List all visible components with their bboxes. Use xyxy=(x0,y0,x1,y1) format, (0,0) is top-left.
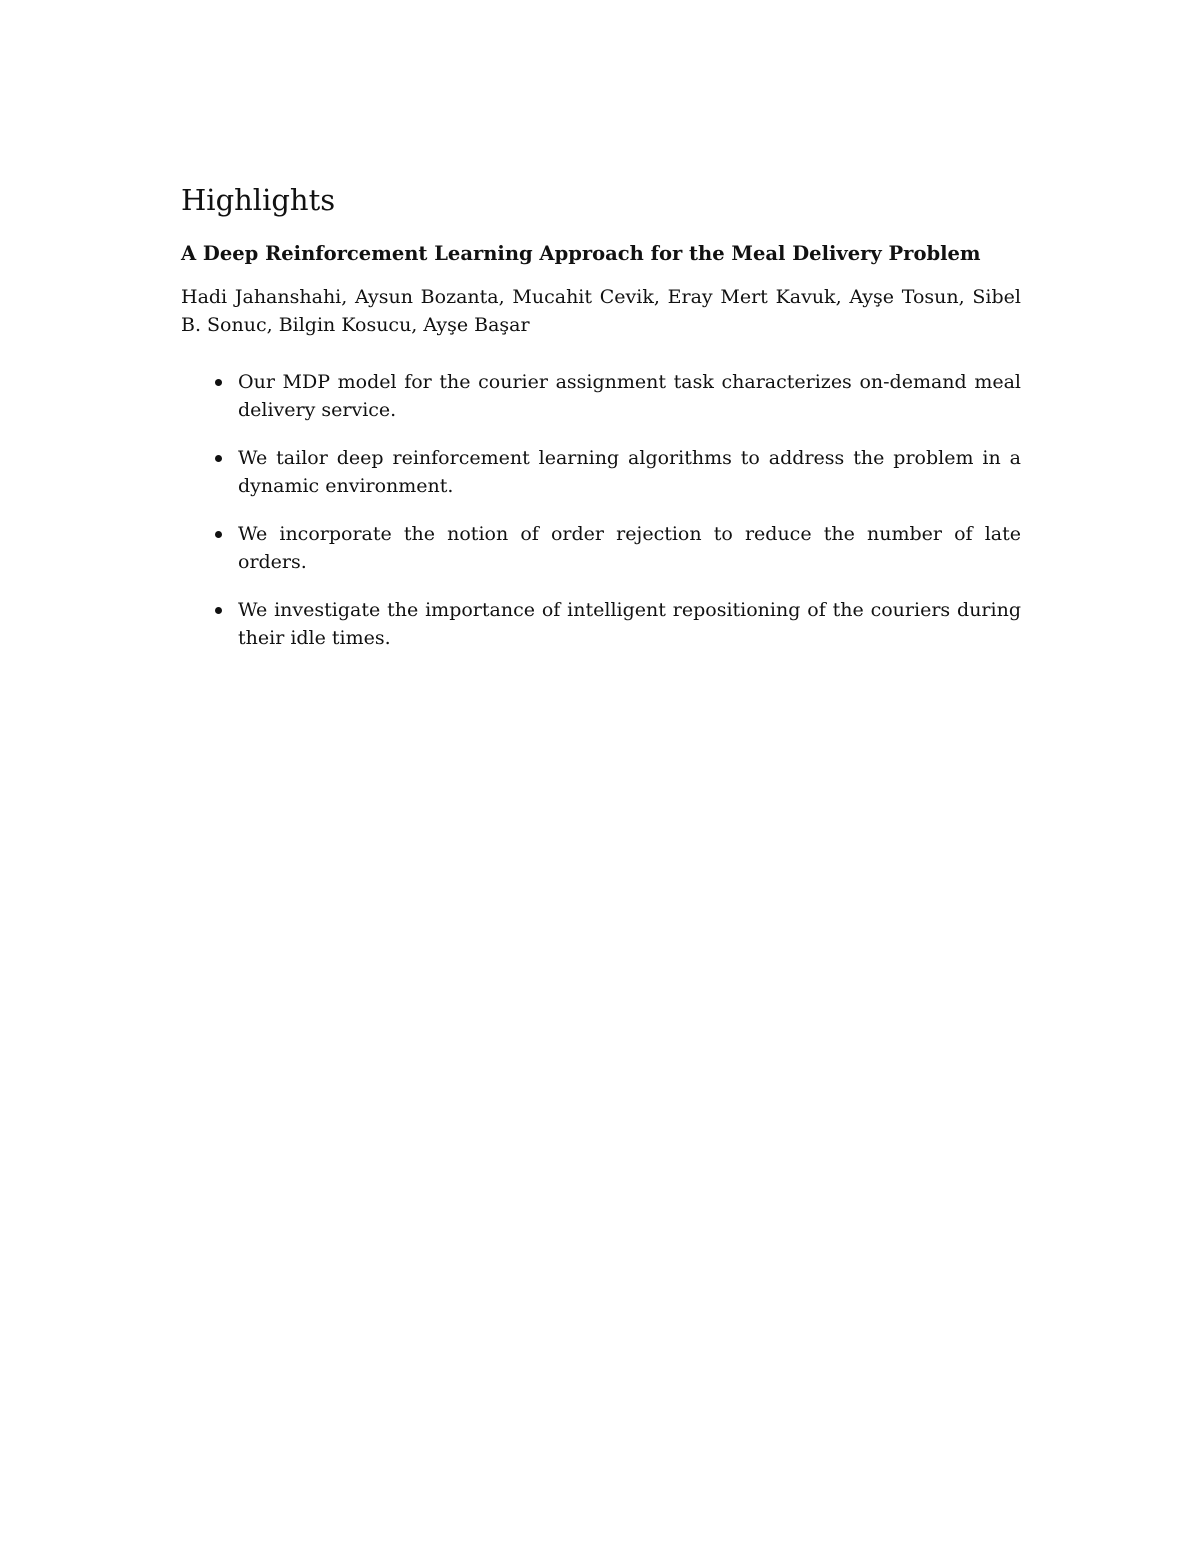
bullet-icon xyxy=(215,379,222,386)
bullet-icon xyxy=(215,607,222,614)
highlight-item xyxy=(181,444,1021,500)
paper-title: A Deep Reinforcement Learning Approach for the Meal Delivery Problem xyxy=(181,242,981,265)
bullet-icon xyxy=(215,455,222,462)
highlight-item xyxy=(181,368,1021,424)
highlights-list xyxy=(181,368,1021,672)
bullet-icon xyxy=(215,531,222,538)
highlight-text: Our MDP model for the courier assignment task characterizes on-demand meal delivery service. xyxy=(238,371,1021,421)
highlight-text: We incorporate the notion of order rejection to reduce the number of late orders. xyxy=(238,523,1021,573)
highlight-text: We tailor deep reinforcement learning algorithms to address the problem in a dynamic environment. xyxy=(238,447,1021,497)
author-list: Hadi Jahanshahi, Aysun Bozanta, Mucahit Cevik, Eray Mert Kavuk, Ayşe Tosun, Sibel B. Sonuc, Bilgin Kosucu, Ayşe Başar xyxy=(181,286,1021,336)
highlight-text: We investigate the importance of intelligent repositioning of the couriers during their idle times. xyxy=(238,599,1021,649)
highlight-item xyxy=(181,520,1021,576)
section-heading: Highlights xyxy=(181,183,336,217)
highlight-item xyxy=(181,596,1021,652)
